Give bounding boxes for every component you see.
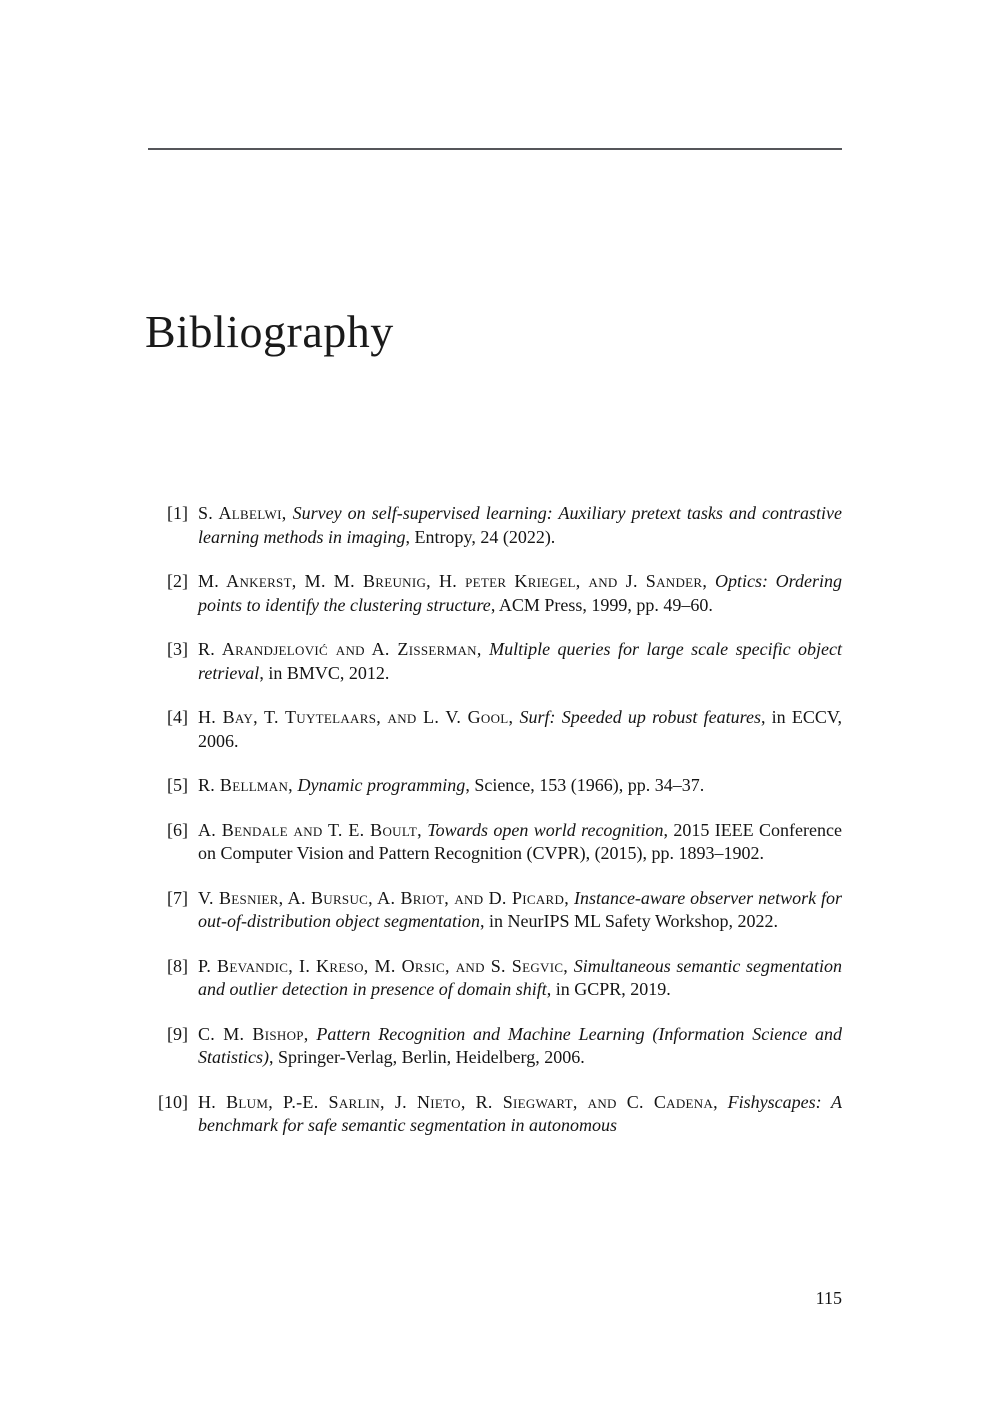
reference-item — [155, 1091, 842, 1138]
reference-authors: V. Besnier, A. Bursuc, A. Briot, and D. Picard, — [198, 887, 570, 908]
reference-item — [155, 706, 842, 753]
reference-item — [155, 1023, 842, 1070]
reference-authors: H. Bay, T. Tuytelaars, and L. V. Gool, — [198, 707, 514, 727]
reference-title: Multiple queries for large scale specific object retrieval — [198, 639, 843, 683]
chapter-title: Bibliography — [145, 306, 394, 357]
reference-authors: R. Arandjelović and A. Zisserman, — [198, 639, 482, 659]
reference-label: [7] — [167, 887, 188, 908]
reference-text — [198, 706, 842, 753]
reference-item — [155, 955, 842, 1002]
reference-title: Survey on self-supervised learning: Auxiliary pretext tasks and contrastive learning methods in imaging — [198, 503, 842, 547]
reference-tail: , in NeurIPS ML Safety Workshop, 2022. — [479, 911, 779, 931]
reference-title: Surf: Speeded up robust features — [519, 707, 761, 727]
reference-label: [8] — [167, 955, 188, 976]
reference-tail: , Springer-Verlag, Berlin, Heidelberg, 2006. — [269, 1047, 585, 1067]
reference-title: Dynamic programming — [297, 775, 466, 795]
reference-text — [198, 774, 842, 798]
reference-tail: , in GCPR, 2019. — [546, 979, 671, 999]
reference-tail: , 2015 IEEE Conference on Computer Vision and Pattern Recognition (CVPR), (2015), pp. 1893–1902. — [198, 819, 843, 863]
reference-label: [2] — [167, 571, 188, 591]
reference-tail: , ACM Press, 1999, pp. 49–60. — [490, 594, 713, 615]
reference-label: [10] — [158, 1091, 188, 1112]
reference-authors: A. Bendale and T. E. Boult, — [198, 819, 422, 840]
reference-text — [198, 638, 842, 685]
reference-item — [155, 774, 842, 798]
reference-tail: , in ECCV, 2006. — [198, 707, 843, 751]
reference-authors: C. M. Bishop, — [198, 1023, 309, 1044]
reference-authors: R. Bellman, — [198, 775, 293, 795]
reference-text — [198, 1023, 842, 1070]
reference-title: Instance-aware observer network for out-of-distribution object segmentation — [198, 887, 843, 931]
page-number: 115 — [815, 1288, 842, 1308]
reference-item — [155, 887, 842, 934]
reference-text — [198, 955, 842, 1002]
reference-label: [4] — [167, 707, 188, 727]
reference-title: Simultaneous semantic segmentation and outlier detection in presence of domain shift — [198, 955, 842, 999]
reference-label: [3] — [167, 639, 188, 659]
reference-item — [155, 638, 842, 685]
header-rule — [148, 148, 842, 150]
reference-tail: , Entropy, 24 (2022). — [405, 526, 556, 547]
reference-label: [6] — [167, 819, 188, 840]
reference-authors: M. Ankerst, M. M. Breunig, H. peter Kriegel, and J. Sander, — [198, 571, 708, 591]
reference-title: Towards open world recognition — [427, 819, 664, 840]
bibliography-list — [155, 502, 842, 1138]
reference-text — [198, 1091, 842, 1138]
reference-label: [5] — [167, 775, 188, 795]
reference-tail: , in BMVC, 2012. — [259, 662, 390, 683]
reference-title: Fishyscapes: A benchmark for safe semantic segmentation in autonomous — [198, 1091, 843, 1135]
reference-item — [155, 819, 842, 866]
reference-authors: P. Bevandic, I. Kreso, M. Orsic, and S. Segvic, — [198, 955, 569, 976]
reference-label: [9] — [167, 1023, 188, 1044]
reference-label: [1] — [167, 503, 188, 523]
reference-text — [198, 502, 842, 549]
reference-title: Pattern Recognition and Machine Learning (Information Science and Statistics) — [198, 1023, 842, 1067]
reference-text — [198, 887, 842, 934]
reference-text — [198, 570, 842, 617]
reference-title: Optics: Ordering points to identify the clustering structure — [198, 571, 843, 615]
reference-tail: , Science, 153 (1966), pp. 34–37. — [465, 775, 705, 795]
reference-text — [198, 819, 842, 866]
reference-item — [155, 502, 842, 549]
reference-item — [155, 570, 842, 617]
reference-authors: H. Blum, P.-E. Sarlin, J. Nieto, R. Siegwart, and C. Cadena, — [198, 1091, 718, 1112]
reference-authors: S. Albelwi, — [198, 503, 287, 523]
